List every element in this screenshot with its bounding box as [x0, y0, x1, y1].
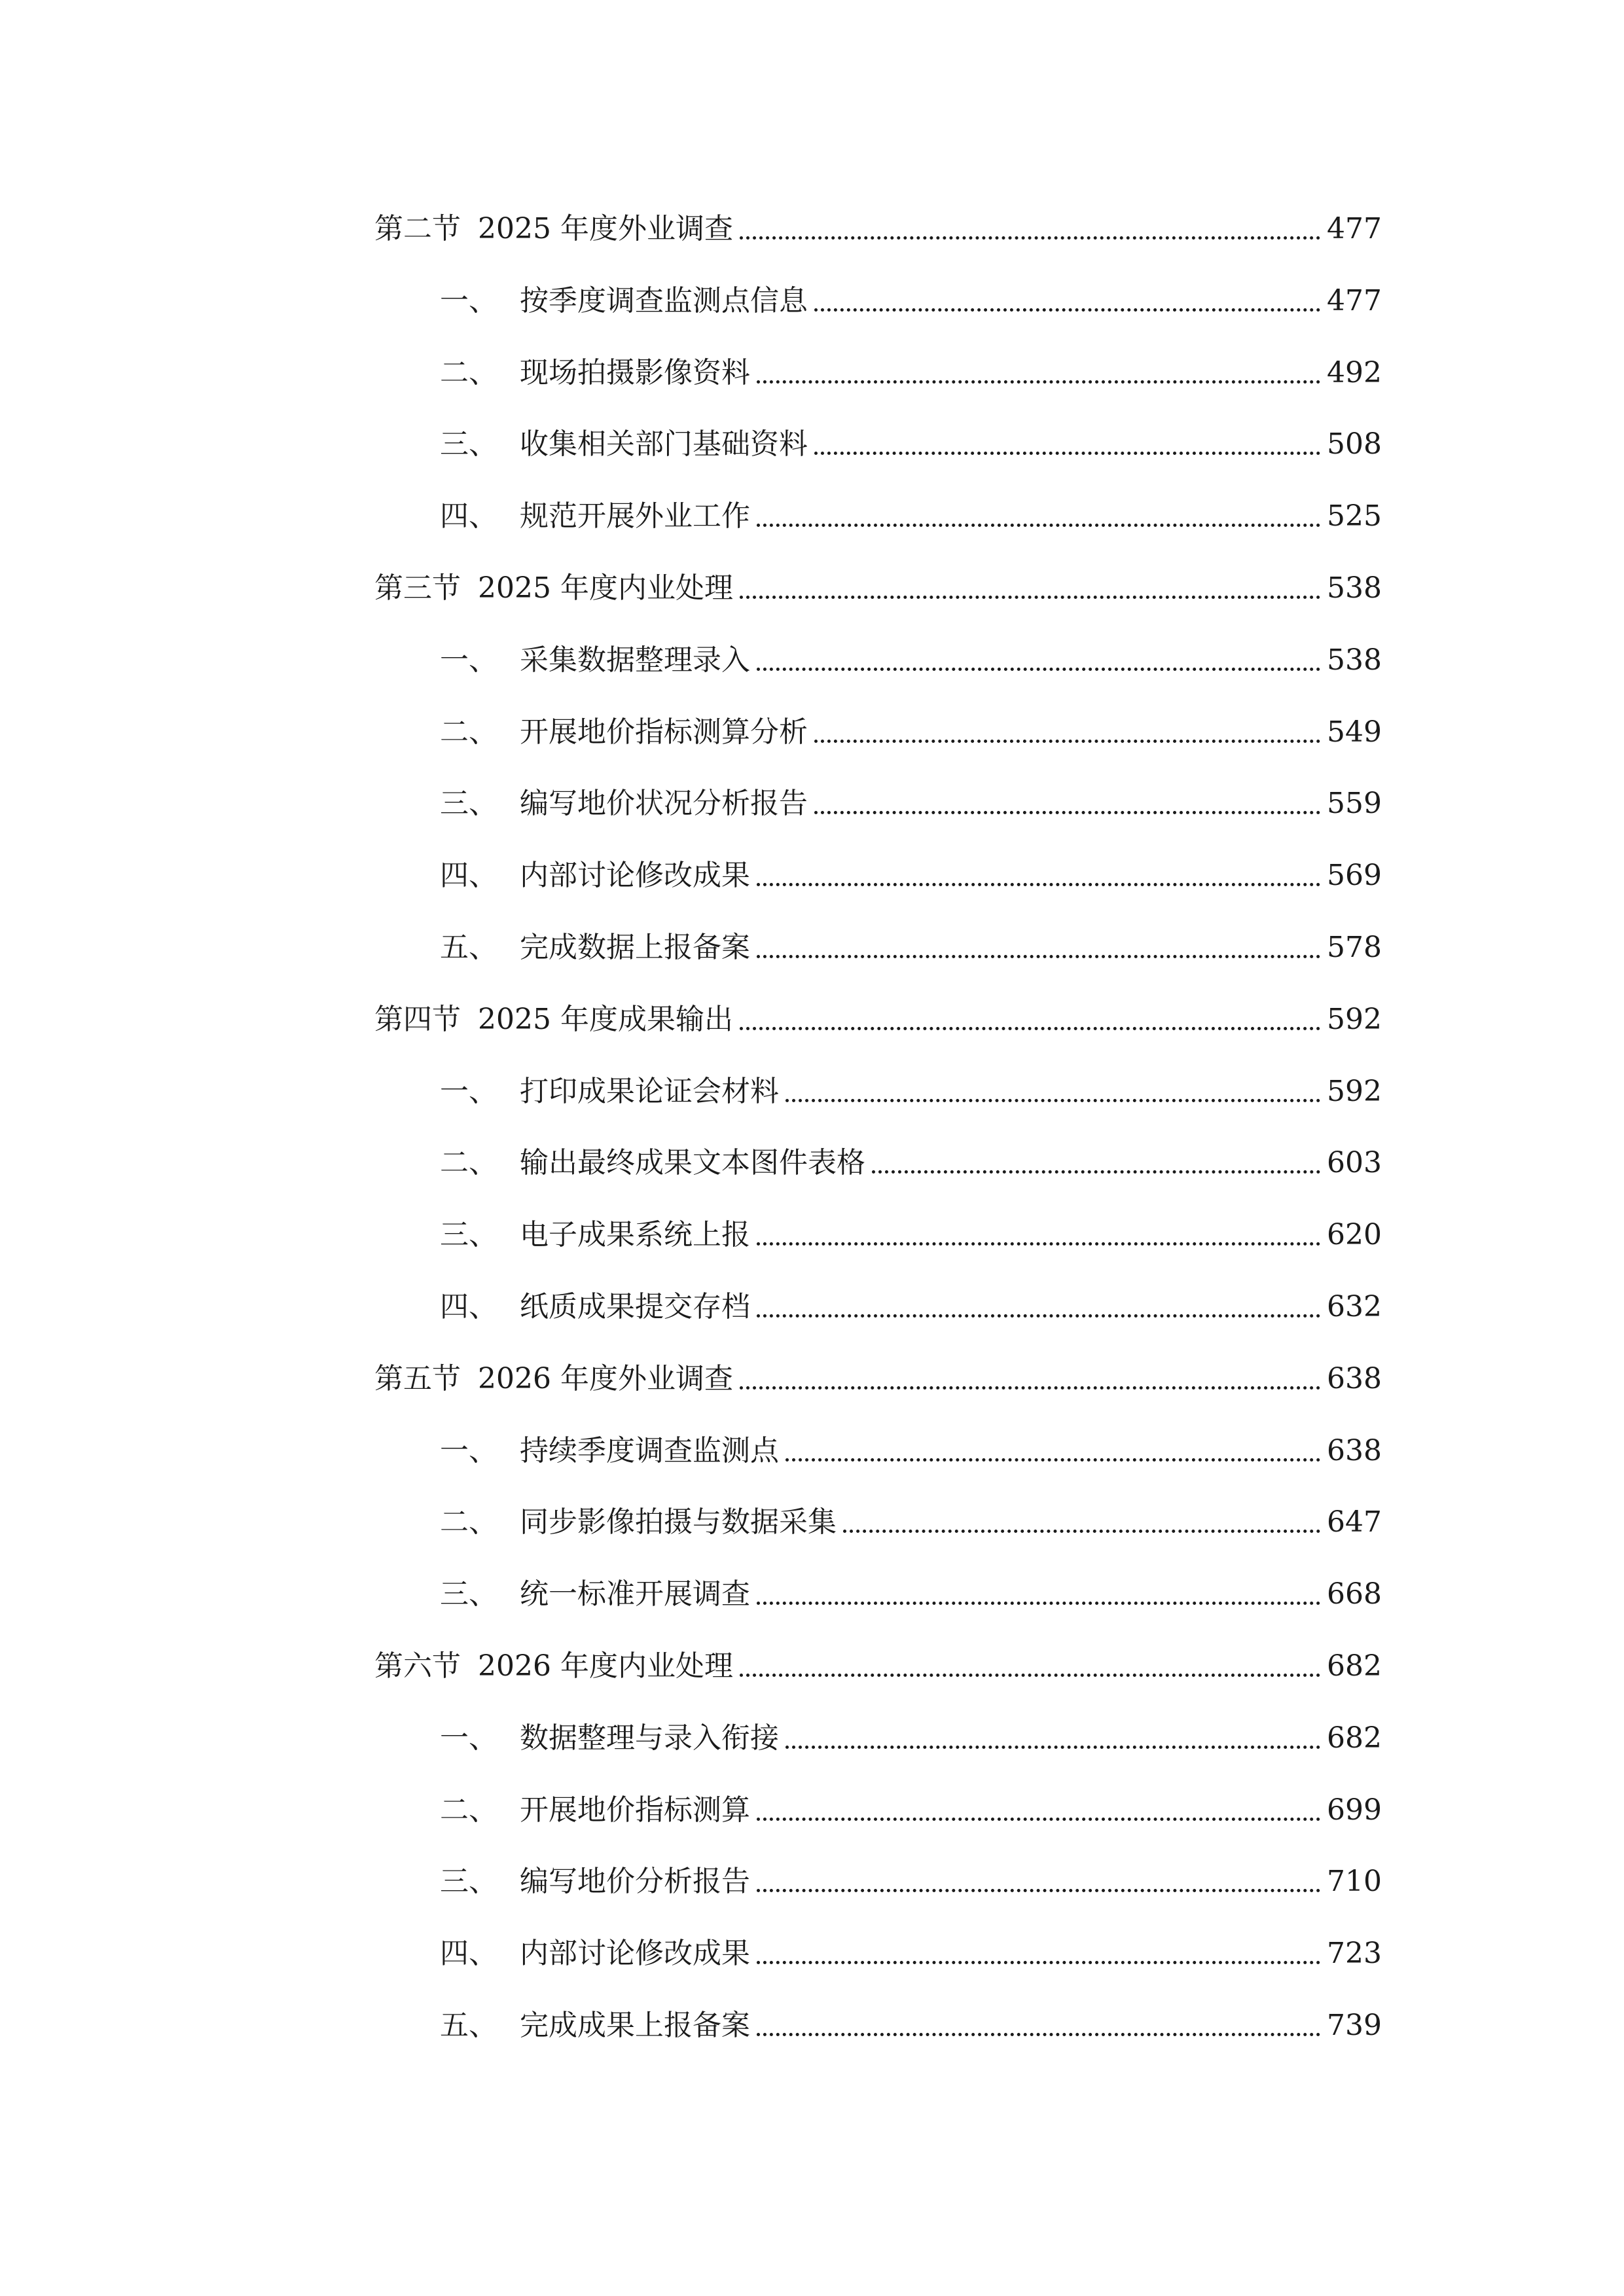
toc-subsection-entry[interactable]: [440, 1418, 1382, 1471]
toc-entry-number: 第三节: [374, 571, 461, 605]
toc-subsection-entry[interactable]: [440, 1849, 1382, 1901]
toc-dot-leader: [785, 1746, 1320, 1749]
toc-dot-leader: [757, 1961, 1320, 1964]
toc-entry-number: 一、: [440, 1075, 497, 1108]
toc-entry-number: 四、: [440, 859, 497, 892]
toc-dot-leader: [757, 883, 1320, 886]
toc-entry-title: 按季度调查监测点信息: [520, 284, 808, 317]
toc-dot-leader: [872, 1170, 1320, 1174]
toc-subsection-entry[interactable]: [440, 1202, 1382, 1255]
toc-entry-title: 持续季度调查监测点: [520, 1434, 779, 1467]
toc-entry-title: 采集数据整理录入: [520, 643, 750, 677]
toc-dot-leader: [757, 524, 1320, 527]
toc-entry-number: 二、: [440, 356, 497, 389]
toc-dot-leader: [757, 1314, 1320, 1318]
toc-subsection-entry[interactable]: [440, 1274, 1382, 1327]
toc-entry-title: 2025 年度内业处理: [478, 571, 733, 605]
toc-entry-title: 开展地价指标测算: [520, 1793, 750, 1827]
toc-entry-number: 五、: [440, 2009, 497, 2042]
toc-page-number: 549: [1327, 715, 1382, 749]
toc-entry-number: 四、: [440, 1937, 497, 1970]
toc-entry-number: 二、: [440, 715, 497, 749]
toc-dot-leader: [785, 1099, 1320, 1102]
toc-dot-leader: [757, 1889, 1320, 1892]
toc-dot-leader: [757, 1242, 1320, 1246]
toc-subsection-entry[interactable]: [440, 1562, 1382, 1614]
toc-dot-leader: [757, 380, 1320, 384]
toc-entry-title: 内部讨论修改成果: [520, 859, 750, 892]
toc-entry-number: 第二节: [374, 212, 461, 245]
toc-entry-title: 内部讨论修改成果: [520, 1937, 750, 1970]
toc-entry-number: 第六节: [374, 1649, 461, 1683]
toc-entry-title: 电子成果系统上报: [520, 1218, 750, 1251]
toc-entry-number: 二、: [440, 1793, 497, 1827]
toc-entry-number: 第四节: [374, 1003, 461, 1036]
toc-page-number: 632: [1327, 1290, 1382, 1323]
toc-entry-number: 一、: [440, 1434, 497, 1467]
toc-page-number: 638: [1327, 1434, 1382, 1467]
toc-entry-number: 三、: [440, 1865, 497, 1898]
toc-entry-title: 2026 年度内业处理: [478, 1649, 733, 1683]
toc-subsection-entry[interactable]: [440, 628, 1382, 680]
toc-section-entry[interactable]: [374, 556, 1382, 608]
toc-page-number: 710: [1327, 1865, 1382, 1898]
toc-page-number: 668: [1327, 1577, 1382, 1611]
toc-subsection-entry[interactable]: [440, 1130, 1382, 1183]
toc-entry-title: 2025 年度外业调查: [478, 212, 733, 245]
toc-page-number: 492: [1327, 356, 1382, 389]
toc-subsection-entry[interactable]: [440, 1059, 1382, 1111]
toc-entry-title: 纸质成果提交存档: [520, 1290, 750, 1323]
toc-entry-title: 完成数据上报备案: [520, 931, 750, 964]
toc-entry-title: 完成成果上报备案: [520, 2009, 750, 2042]
toc-page-number: 569: [1327, 859, 1382, 892]
toc-page-number: 739: [1327, 2009, 1382, 2042]
toc-dot-leader: [785, 1458, 1320, 1462]
toc-dot-leader: [757, 668, 1320, 671]
toc-subsection-entry[interactable]: [440, 1490, 1382, 1542]
toc-page-number: 538: [1327, 643, 1382, 677]
toc-entry-number: 一、: [440, 643, 497, 677]
toc-subsection-entry[interactable]: [440, 1706, 1382, 1758]
toc-page-number: 682: [1327, 1649, 1382, 1683]
toc-section-entry[interactable]: [374, 1346, 1382, 1399]
toc-page-number: 525: [1327, 499, 1382, 533]
toc-page-number: 682: [1327, 1721, 1382, 1755]
toc-entry-title: 2025 年度成果输出: [478, 1003, 733, 1036]
toc-dot-leader: [740, 596, 1320, 599]
toc-dot-leader: [814, 740, 1320, 743]
toc-entry-number: 三、: [440, 787, 497, 820]
toc-entry-number: 二、: [440, 1505, 497, 1539]
toc-page-number: 592: [1327, 1003, 1382, 1036]
toc-entry-title: 编写地价状况分析报告: [520, 787, 808, 820]
toc-subsection-entry[interactable]: [440, 1993, 1382, 2045]
toc-dot-leader: [843, 1530, 1320, 1533]
toc-dot-leader: [757, 1602, 1320, 1605]
toc-subsection-entry[interactable]: [440, 700, 1382, 752]
toc-entry-number: 四、: [440, 1290, 497, 1323]
toc-entry-number: 一、: [440, 284, 497, 317]
toc-subsection-entry[interactable]: [440, 268, 1382, 321]
toc-entry-title: 编写地价分析报告: [520, 1865, 750, 1898]
toc-entry-title: 输出最终成果文本图件表格: [520, 1146, 865, 1179]
toc-dot-leader: [740, 1674, 1320, 1677]
toc-page-number: 620: [1327, 1218, 1382, 1251]
toc-section-entry[interactable]: [374, 196, 1382, 249]
toc-subsection-entry[interactable]: [440, 340, 1382, 393]
toc-entry-number: 三、: [440, 1218, 497, 1251]
toc-page-number: 477: [1327, 212, 1382, 245]
toc-dot-leader: [814, 452, 1320, 455]
toc-entry-number: 一、: [440, 1721, 497, 1755]
toc-page-number: 723: [1327, 1937, 1382, 1970]
toc-subsection-entry[interactable]: [440, 915, 1382, 967]
toc-subsection-entry[interactable]: [440, 412, 1382, 464]
toc-entry-title: 规范开展外业工作: [520, 499, 750, 533]
toc-entry-title: 统一标准开展调查: [520, 1577, 750, 1611]
toc-entry-title: 打印成果论证会材料: [520, 1075, 779, 1108]
toc-page-number: 559: [1327, 787, 1382, 820]
toc-dot-leader: [814, 308, 1320, 312]
toc-section-entry[interactable]: [374, 987, 1382, 1039]
toc-page-number: 578: [1327, 931, 1382, 964]
toc-subsection-entry[interactable]: [440, 771, 1382, 823]
toc-page-number: 477: [1327, 284, 1382, 317]
toc-subsection-entry[interactable]: [440, 484, 1382, 536]
toc-dot-leader: [740, 1386, 1320, 1390]
toc-page-number: 699: [1327, 1793, 1382, 1827]
toc-dot-leader: [740, 236, 1320, 240]
toc-dot-leader: [757, 1818, 1320, 1821]
toc-entry-title: 收集相关部门基础资料: [520, 427, 808, 461]
toc-page-number: 603: [1327, 1146, 1382, 1179]
toc-subsection-entry[interactable]: [440, 843, 1382, 895]
toc-page-number: 538: [1327, 571, 1382, 605]
toc-entry-title: 数据整理与录入衔接: [520, 1721, 779, 1755]
toc-entry-number: 三、: [440, 427, 497, 461]
toc-subsection-entry[interactable]: [440, 1921, 1382, 1973]
toc-page-number: 508: [1327, 427, 1382, 461]
toc-page-number: 638: [1327, 1362, 1382, 1395]
toc-section-entry[interactable]: [374, 1634, 1382, 1686]
toc-entry-number: 三、: [440, 1577, 497, 1611]
toc-entry-number: 第五节: [374, 1362, 461, 1395]
toc-entry-number: 四、: [440, 499, 497, 533]
toc-page-number: 592: [1327, 1075, 1382, 1108]
toc-page-number: 647: [1327, 1505, 1382, 1539]
toc-dot-leader: [814, 811, 1320, 814]
toc-subsection-entry[interactable]: [440, 1778, 1382, 1830]
toc-entry-number: 二、: [440, 1146, 497, 1179]
toc-dot-leader: [757, 955, 1320, 958]
toc-entry-title: 2026 年度外业调查: [478, 1362, 733, 1395]
toc-entry-title: 现场拍摄影像资料: [520, 356, 750, 389]
toc-dot-leader: [757, 2033, 1320, 2036]
toc-entry-number: 五、: [440, 931, 497, 964]
toc-dot-leader: [740, 1027, 1320, 1030]
toc-entry-title: 开展地价指标测算分析: [520, 715, 808, 749]
toc-entry-title: 同步影像拍摄与数据采集: [520, 1505, 837, 1539]
